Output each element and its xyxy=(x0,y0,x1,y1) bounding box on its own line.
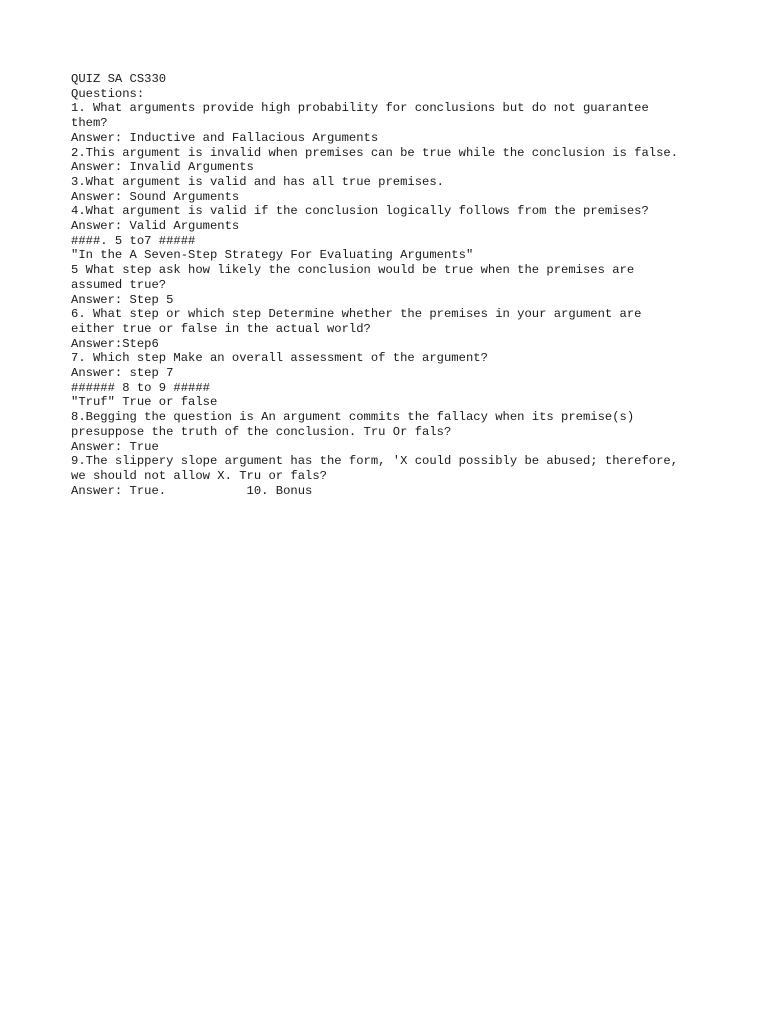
question-8-line-2: presuppose the truth of the conclusion. Tru Or fals? xyxy=(71,424,452,439)
question-9-line-2: we should not allow X. Tru or fals? xyxy=(71,468,327,483)
answer-7: Answer: step 7 xyxy=(71,366,174,381)
question-1-line-2: them? xyxy=(71,116,108,131)
question-8-line-1: 8.Begging the question is An argument commits the fallacy when its premise(s) xyxy=(71,410,635,425)
question-1-line-1: 1. What arguments provide high probability for conclusions but do not guarantee xyxy=(71,101,649,116)
answer-4: Answer: Valid Arguments xyxy=(71,219,240,234)
answer-3: Answer: Sound Arguments xyxy=(71,189,240,204)
question-6-line-1: 6. What step or which step Determine whether the premises in your argument are xyxy=(71,307,642,322)
section-subtitle-strategy: "In the A Seven-Step Strategy For Evaluating Arguments" xyxy=(71,248,474,263)
question-4: 4.What argument is valid if the conclusion logically follows from the premises? xyxy=(71,204,649,219)
document-body xyxy=(71,72,711,498)
question-6-line-2: either true or false in the actual world? xyxy=(71,321,371,336)
question-5-line-1: 5 What step ask how likely the conclusion would be true when the premises are xyxy=(71,263,635,278)
answer-8: Answer: True xyxy=(71,439,159,454)
answer-9-and-bonus: Answer: True. 10. Bonus xyxy=(71,483,313,498)
question-5-line-2: assumed true? xyxy=(71,277,167,292)
section-divider-8-9: ###### 8 to 9 ##### xyxy=(71,380,210,395)
question-3: 3.What argument is valid and has all true premises. xyxy=(71,174,444,189)
section-subtitle-true-false: "Truf" True or false xyxy=(71,395,218,410)
section-divider-5-7: ####. 5 to7 ##### xyxy=(71,233,196,248)
question-7: 7. Which step Make an overall assessment of the argument? xyxy=(71,351,488,366)
answer-6: Answer:Step6 xyxy=(71,336,159,351)
answer-2: Answer: Invalid Arguments xyxy=(71,160,254,175)
question-2: 2.This argument is invalid when premises can be true while the conclusion is false. xyxy=(71,145,679,160)
questions-heading: Questions: xyxy=(71,86,145,101)
question-9-line-1: 9.The slippery slope argument has the form, 'X could possibly be abused; therefore, xyxy=(71,454,679,469)
doc-title: QUIZ SA CS330 xyxy=(71,72,167,86)
answer-5: Answer: Step 5 xyxy=(71,292,174,307)
answer-1: Answer: Inductive and Fallacious Arguments xyxy=(71,130,379,145)
